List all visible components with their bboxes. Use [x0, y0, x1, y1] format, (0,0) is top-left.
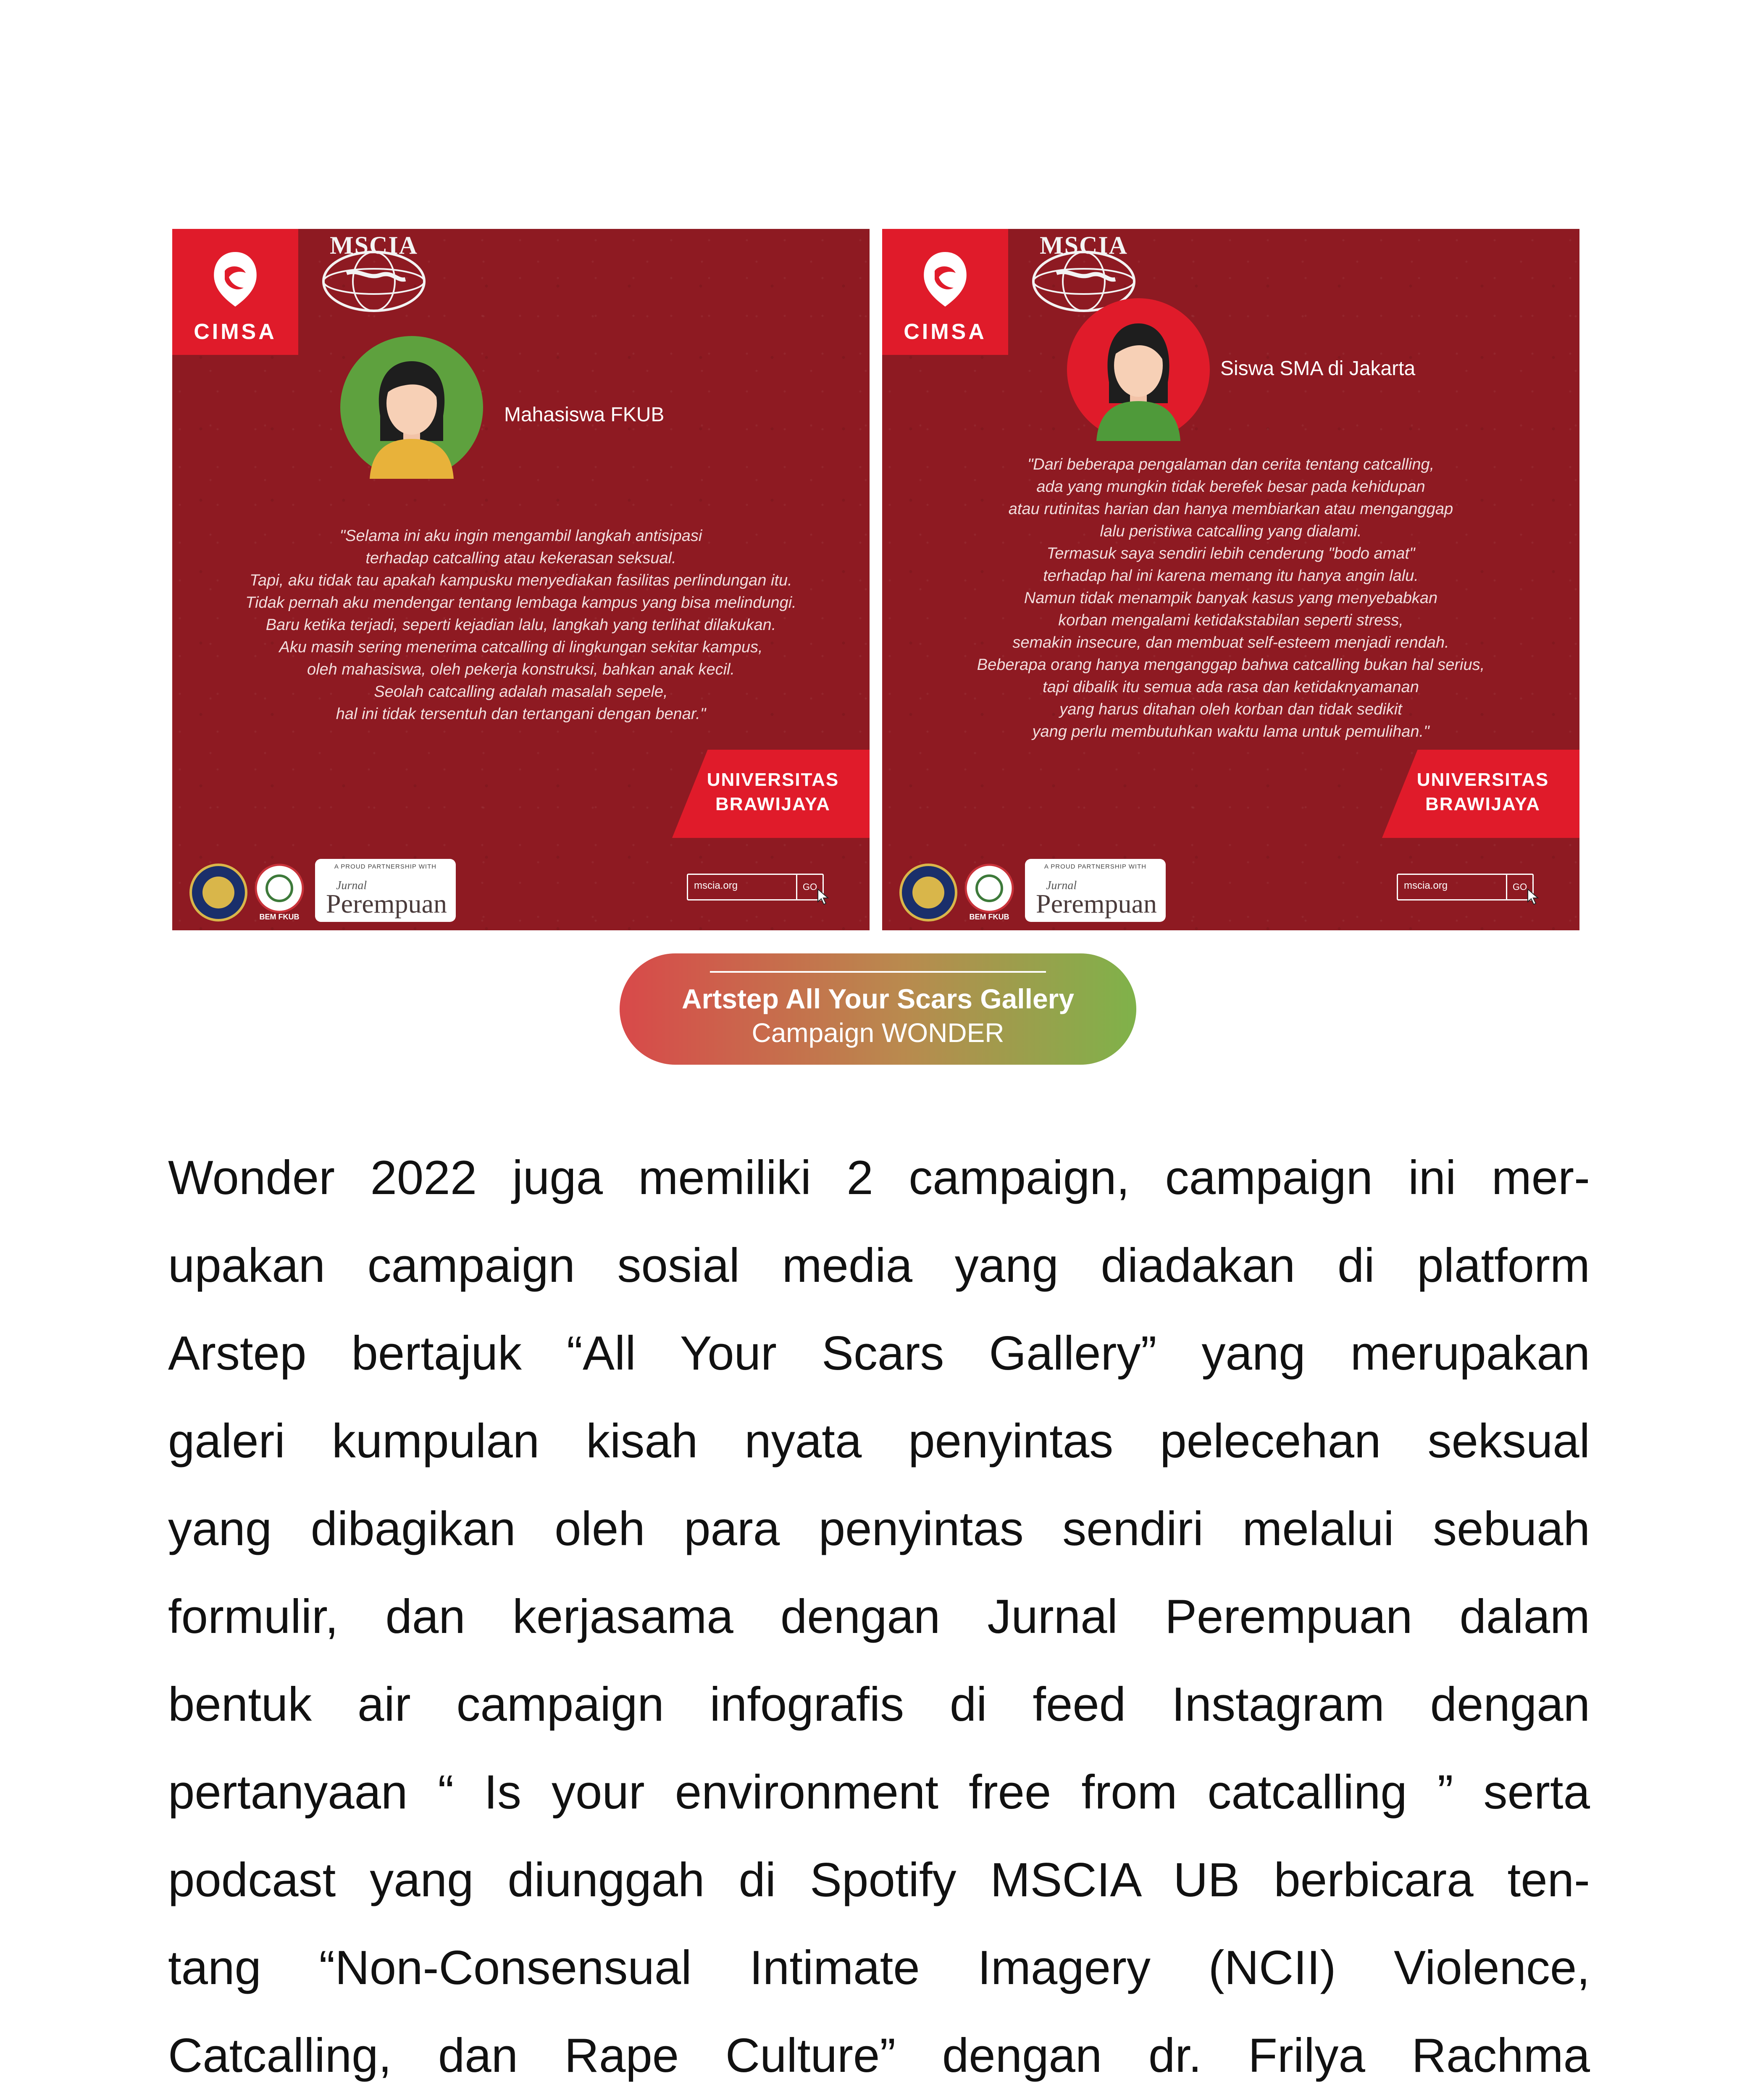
university-line: UNIVERSITAS: [707, 769, 839, 790]
bem-logo: [964, 863, 1014, 926]
university-line: BRAWIJAYA: [1425, 794, 1540, 814]
url-bar: [687, 874, 824, 900]
cimsa-wordmark: CIMSA: [904, 320, 987, 344]
body-paragraph: [168, 1134, 1590, 2100]
mscia-wordmark: MSCIA: [329, 231, 418, 259]
university-line: BRAWIJAYA: [715, 794, 830, 814]
paragraph-line: Wonder 2022 juga memiliki 2 campaign, campaign ini mer-: [168, 1151, 1590, 1205]
woman-avatar-icon: [1067, 298, 1210, 441]
partner-name: Perempuan: [1036, 889, 1157, 919]
cimsa-wordmark: CIMSA: [194, 320, 277, 344]
quote-line: tapi dibalik itu semua ada rasa dan ketidaknyamanan: [1043, 678, 1419, 696]
quote-line: Aku masih sering menerima catcalling di lingkungan sekitar kampus,: [279, 638, 763, 656]
partner-caption: A PROUD PARTNERSHIP WITH: [334, 863, 437, 870]
university-line: UNIVERSITAS: [1416, 769, 1549, 790]
quote-line: Baru ketika terjadi, seperti kejadian lalu, langkah yang terlihat dilakukan.: [265, 616, 776, 634]
caption-divider: [710, 971, 1046, 973]
quote-line: atau rutinitas harian dan hanya membiarkan atau menganggap: [1008, 500, 1453, 518]
cursor-icon: [1527, 888, 1540, 905]
partner-logo: [1025, 859, 1166, 922]
quote-line: "Dari beberapa pengalaman dan cerita tentang catcalling,: [1027, 456, 1435, 473]
paragraph-line: Catcalling, dan Rape Culture” dengan dr. Frilya Rachma: [168, 2029, 1590, 2082]
quote-line: Tapi, aku tidak tau apakah kampusku menyediakan fasilitas perlindungan itu.: [250, 572, 792, 589]
paragraph-line: formulir, dan kerjasama dengan Jurnal Perempuan dalam: [168, 1590, 1590, 1643]
quote-line: terhadap catcalling atau kekerasan seksual.: [365, 549, 676, 567]
paragraph-line: upakan campaign sosial media yang diadakan di platform: [168, 1239, 1590, 1292]
quote-line: semakin insecure, dan membuat self-esteem menjadi rendah.: [1012, 634, 1449, 651]
person-label: Siswa SMA di Jakarta: [1220, 357, 1416, 380]
url-text: mscia.org: [694, 880, 738, 891]
go-button: GO: [1506, 875, 1532, 899]
bem-logo: [254, 863, 305, 926]
woman-avatar-icon: [340, 336, 483, 479]
testimony-card-siswa: [882, 229, 1579, 930]
quote-line: Tidak pernah aku mendengar tentang lembaga kampus yang bisa melindungi.: [245, 594, 796, 612]
avatar: [340, 336, 483, 479]
quote-line: Seolah catcalling adalah masalah sepele,: [374, 683, 668, 701]
quote-line: lalu peristiwa catcalling yang dialami.: [1100, 522, 1362, 540]
partner-name: Perempuan: [326, 889, 447, 919]
paragraph-line: yang dibagikan oleh para penyintas sendiri melalui sebuah: [168, 1502, 1590, 1556]
testimony-quote: [189, 525, 853, 725]
avatar: [1067, 298, 1210, 441]
url-text: mscia.org: [1404, 880, 1448, 891]
url-bar: [1397, 874, 1534, 900]
bem-label: BEM FKUB: [259, 913, 300, 921]
cimsa-logo: [882, 229, 1008, 355]
university-seal-icon: [189, 863, 248, 922]
testimony-quote: [899, 454, 1563, 743]
quote-line: terhadap hal ini karena memang itu hanya angin lalu.: [1043, 567, 1419, 585]
university-name: [693, 768, 853, 816]
paragraph-line: pertanyaan “ Is your environment free from catcalling ” serta: [168, 1766, 1590, 1819]
cimsa-hand-icon: [208, 248, 263, 311]
paragraph-line: Arstep bertajuk “All Your Scars Gallery” yang merupakan: [168, 1327, 1590, 1380]
university-name: [1403, 768, 1563, 816]
partner-caption: A PROUD PARTNERSHIP WITH: [1044, 863, 1147, 870]
quote-line: Namun tidak menampik banyak kasus yang menyebabkan: [1024, 589, 1438, 607]
figure-caption: [620, 953, 1136, 1065]
quote-line: yang perlu membutuhkan waktu lama untuk pemulihan.": [1032, 723, 1430, 740]
go-button: GO: [796, 875, 823, 899]
partner-jurnal: Jurnal: [336, 879, 367, 892]
mscia-wordmark: MSCIA: [1039, 231, 1128, 259]
quote-line: ada yang mungkin tidak berefek besar pada kehidupan: [1036, 478, 1425, 496]
cursor-icon: [817, 888, 830, 905]
paragraph-line: tang “Non-Consensual Intimate Imagery (NCII) Violence,: [168, 1941, 1590, 1995]
quote-line: korban mengalami ketidakstabilan seperti stress,: [1058, 612, 1403, 629]
cimsa-hand-icon: [918, 248, 972, 311]
university-seal-icon: [899, 863, 958, 922]
partner-logo: [315, 859, 456, 922]
quote-line: "Selama ini aku ingin mengambil langkah antisipasi: [339, 527, 702, 545]
quote-line: oleh mahasiswa, oleh pekerja konstruksi, bahkan anak kecil.: [307, 661, 735, 678]
partner-jurnal: Jurnal: [1046, 879, 1077, 892]
testimony-card-mahasiswa: [172, 229, 870, 930]
bem-seal-icon: [254, 863, 305, 914]
quote-line: Beberapa orang hanya menganggap bahwa catcalling bukan hal serius,: [977, 656, 1485, 674]
bem-seal-icon: [964, 863, 1014, 914]
paragraph-line: galeri kumpulan kisah nyata penyintas pelecehan seksual: [168, 1415, 1590, 1468]
quote-line: yang harus ditahan oleh korban dan tidak sedikit: [1059, 701, 1402, 718]
paragraph-line: bentuk air campaign infografis di feed Instagram dengan: [168, 1678, 1590, 1731]
paragraph-line: podcast yang diunggah di Spotify MSCIA UB berbicara ten-: [168, 1853, 1590, 1907]
quote-line: hal ini tidak tersentuh dan tertangani dengan benar.": [336, 705, 706, 723]
quote-line: Termasuk saya sendiri lebih cenderung "bodo amat": [1046, 545, 1415, 562]
person-label: Mahasiswa FKUB: [504, 404, 665, 426]
caption-title: Artstep All Your Scars Gallery: [681, 983, 1075, 1014]
bem-label: BEM FKUB: [969, 913, 1009, 921]
cimsa-logo: [172, 229, 298, 355]
mscia-logo: [313, 231, 435, 319]
caption-subtitle: Campaign WONDER: [752, 1018, 1004, 1048]
